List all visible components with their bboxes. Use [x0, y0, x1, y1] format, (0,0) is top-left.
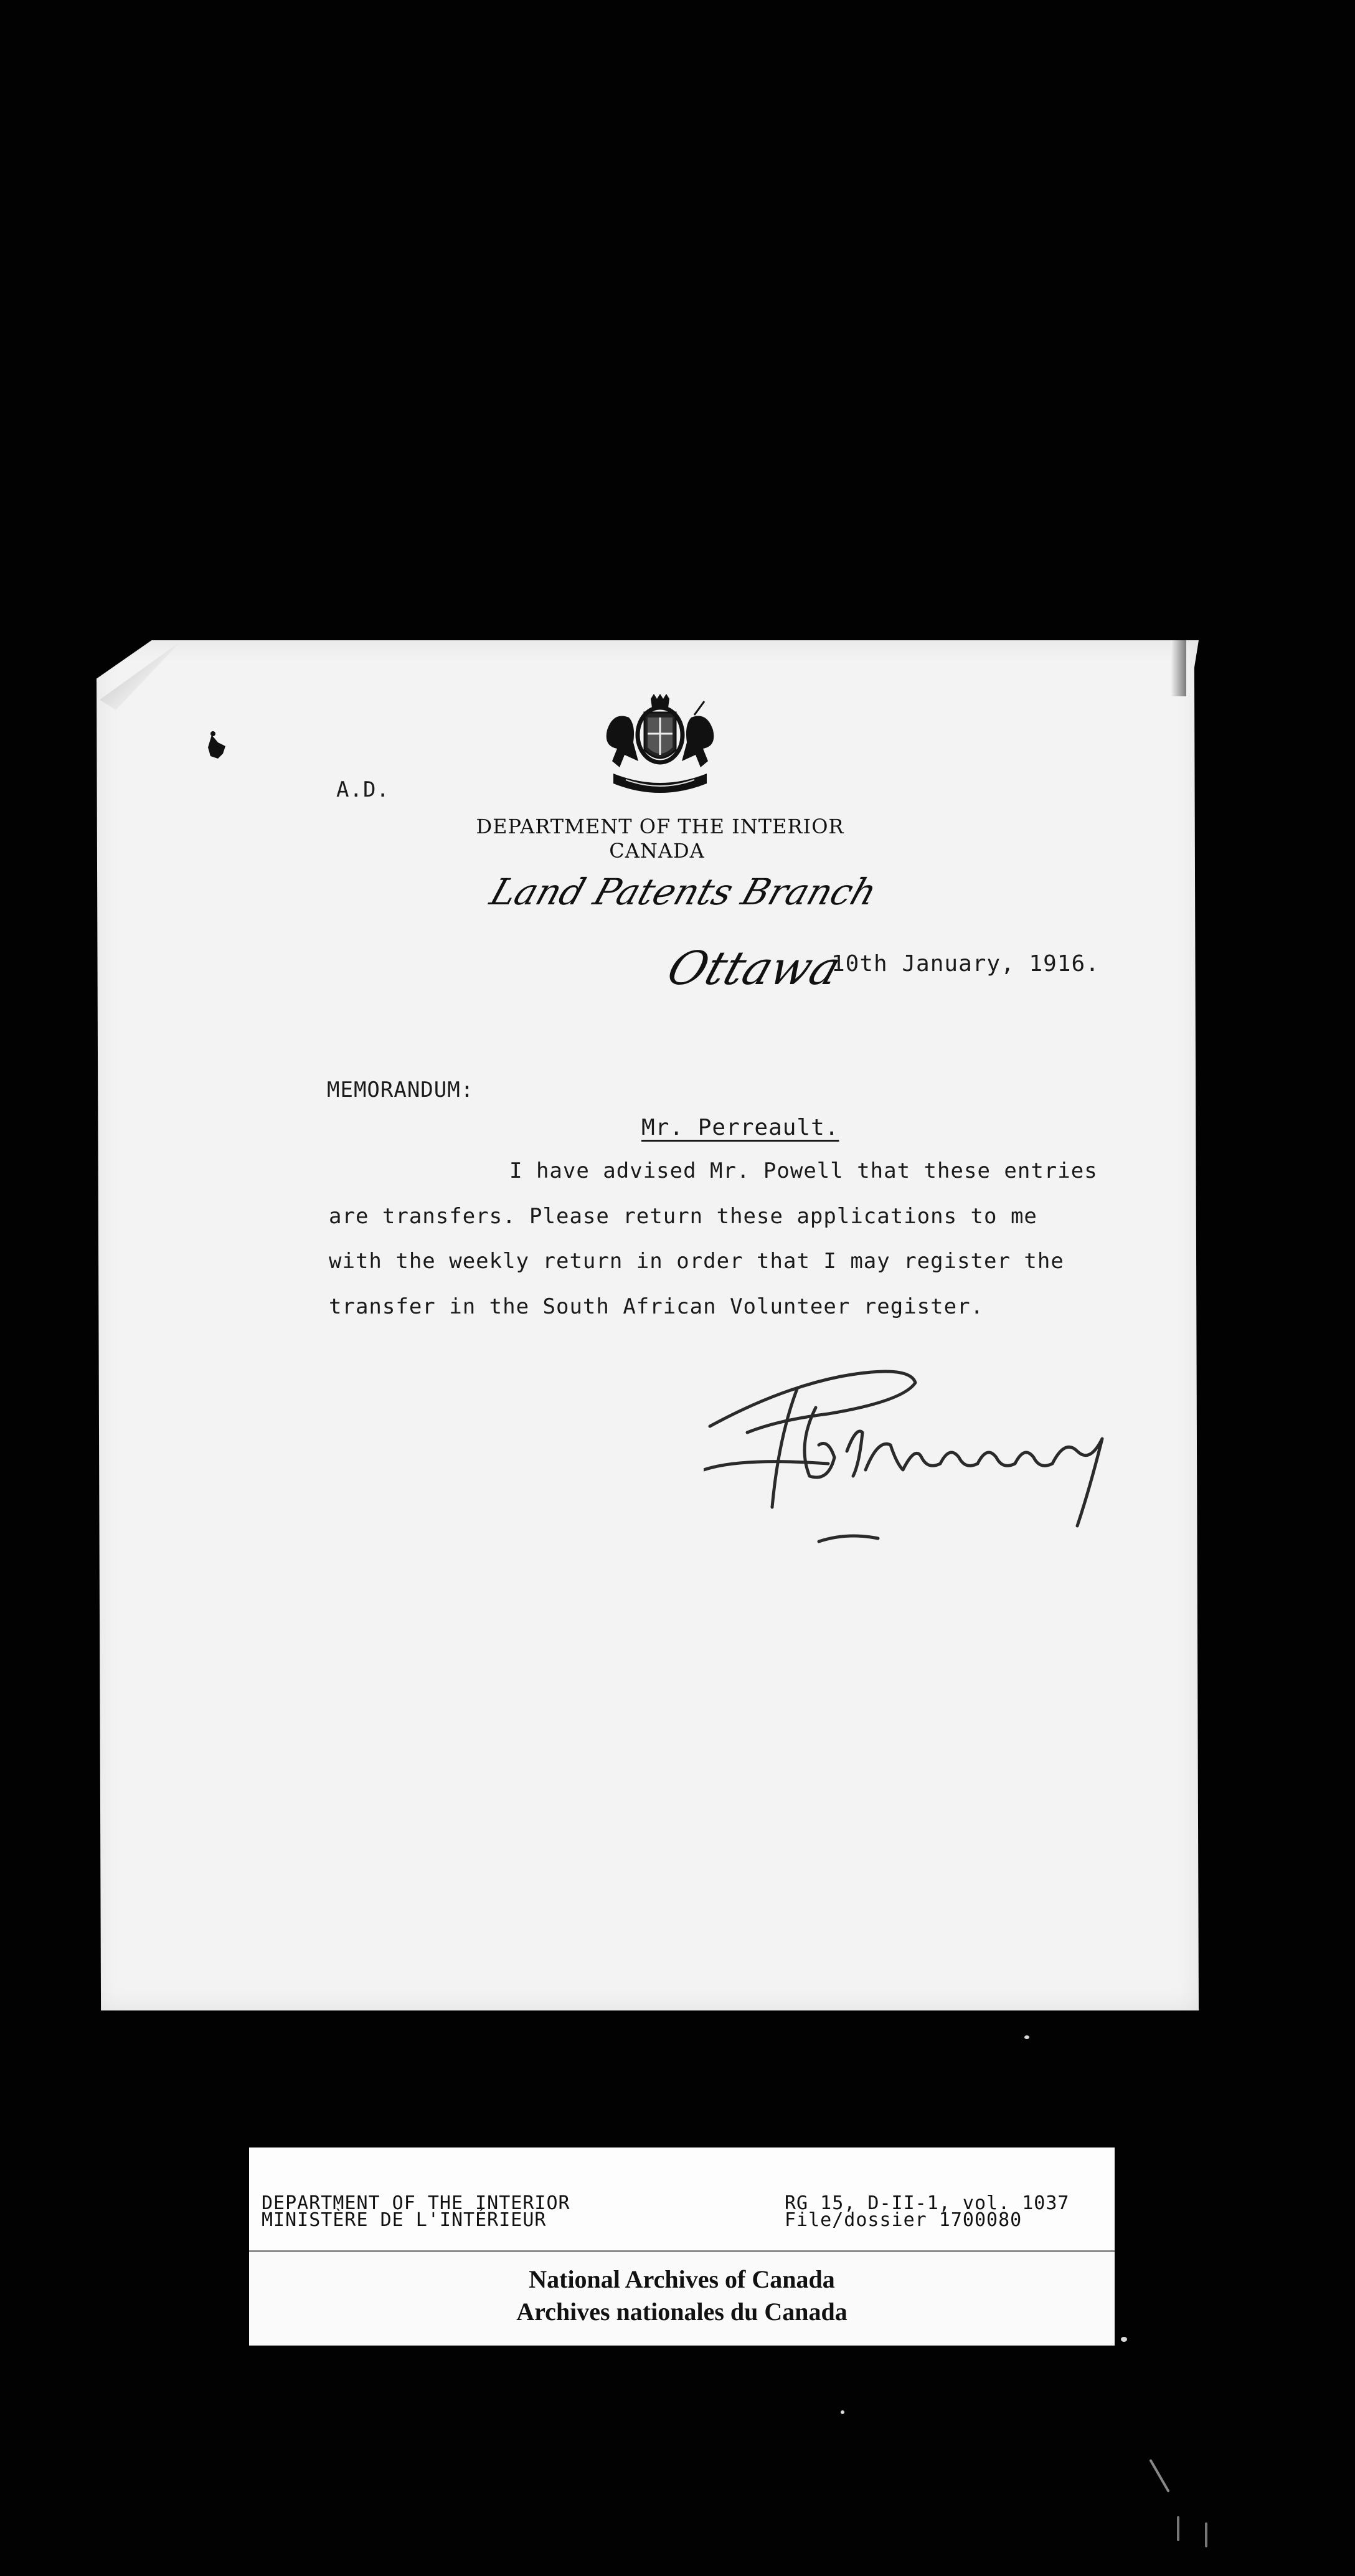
- royal-coat-of-arms-icon: [595, 693, 725, 798]
- department-name: DEPARTMENT OF THE INTERIOR: [476, 815, 844, 838]
- scan-speck: [841, 2410, 844, 2414]
- archive-name-en: National Archives of Canada: [529, 2265, 835, 2293]
- scan-speck: [1177, 2516, 1179, 2541]
- memo-body-line: are transfers. Please return these applications to me: [329, 1204, 1037, 1229]
- handwritten-signature: [704, 1352, 1127, 1551]
- memo-body-line: transfer in the South African Volunteer register.: [329, 1294, 984, 1319]
- memo-heading: MEMORANDUM:: [327, 1077, 474, 1102]
- memo-initials: A.D.: [336, 777, 390, 802]
- scan-speck: [1205, 2522, 1207, 2547]
- memo-addressee: Mr. Perreault.: [641, 1115, 839, 1140]
- archive-label-reference-area: [249, 2147, 1115, 2252]
- memo-body-line: with the weekly return in order that I may register the: [329, 1249, 1064, 1274]
- country-name: CANADA: [609, 839, 705, 863]
- paper-edge: [1171, 640, 1186, 696]
- archive-dept-en: DEPARTMENT OF THE INTERIOR: [262, 2192, 570, 2214]
- memo-city: Ottawa: [661, 942, 847, 995]
- archive-reference: RG 15, D-II-1, vol. 1037: [785, 2192, 1070, 2214]
- scan-speck: [1024, 2035, 1029, 2039]
- branch-name: Land Patents Branch: [484, 871, 882, 913]
- archive-dept-fr: MINISTÈRE DE L'INTÉRIEUR: [262, 2209, 547, 2231]
- memo-body-line: I have advised Mr. Powell that these entries: [509, 1158, 1098, 1183]
- archive-label: [249, 2147, 1115, 2346]
- scan-speck: [1121, 2337, 1127, 2342]
- archive-name-fr: Archives nationales du Canada: [516, 2298, 847, 2326]
- memo-date: 10th January, 1916.: [831, 951, 1100, 977]
- ink-blot-mark: [199, 729, 243, 772]
- archive-file-number: File/dossier 1700080: [785, 2209, 1022, 2231]
